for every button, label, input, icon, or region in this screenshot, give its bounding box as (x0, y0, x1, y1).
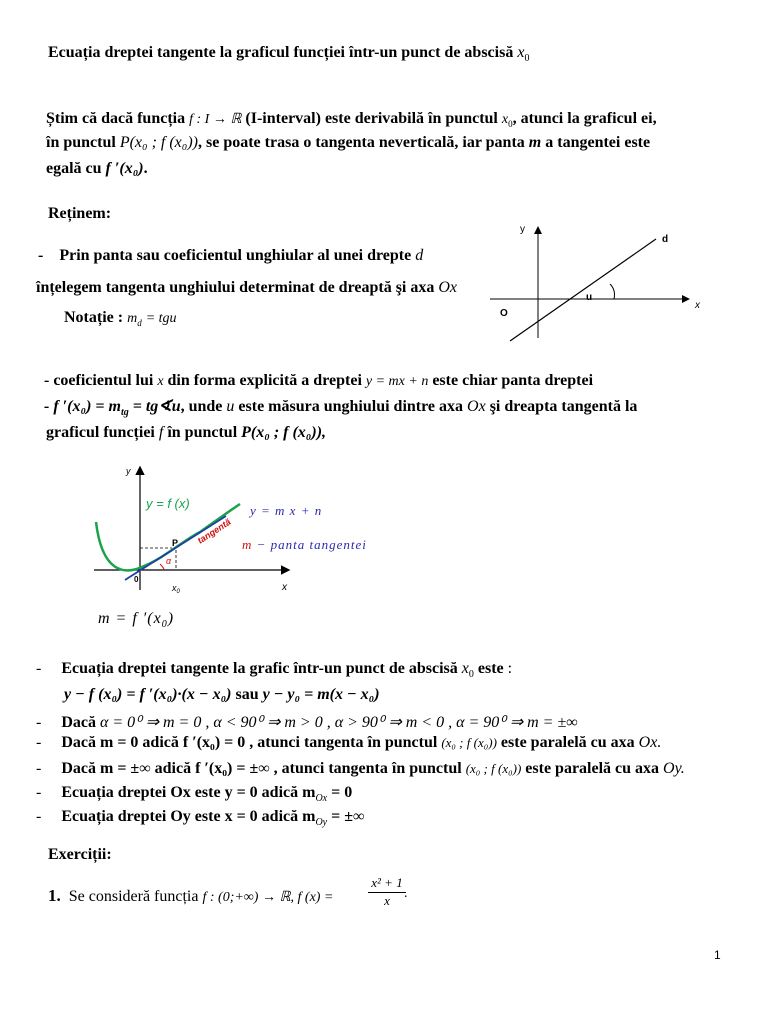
intro-line-3: egală cu f ′(x₀). (46, 160, 148, 177)
line-equation-label: y = m x + n (250, 503, 323, 518)
tangent-graph (88, 460, 408, 600)
slope-formula: m = f $'(x_0)$ (98, 610, 175, 631)
exercitii-heading: Exerciții: (48, 846, 112, 863)
slope-label: m − panta tangentei (242, 537, 367, 552)
coef-line-2: - f $'(x_0) = m_{tg}$ = tg∢u, unde u este măsura unghiului dintre axa Ox şi dreapta tangentă la (44, 398, 638, 419)
angle-arc (610, 284, 615, 299)
case-4: - Ecuația dreptei Ox este y = 0 adică $m_{Ox} = 0$ (36, 784, 353, 805)
curve-label: y = f (x) (146, 496, 190, 511)
fig1-u-label: u (586, 292, 593, 303)
alpha-label: α (166, 556, 172, 566)
coef-line-1: - coeficientul lui x din forma explicită a dreptei y = mx + n este chiar panta dreptei (44, 372, 594, 389)
origin-label: 0 (134, 575, 139, 584)
case-2: - Dacă m = 0 adică f ′(x₀) = 0 , atunci tangenta în punctul (x₀ ; f (x₀)) este paralelă cu axa Ox. (36, 734, 662, 751)
fig1-o-label: O (500, 308, 508, 319)
exercise-1: 1. Se consideră funcția f : (0;+∞) → ℝ, f (x) = (48, 886, 334, 905)
fraction-dot: . (404, 886, 408, 901)
fig1-y-label: y (520, 224, 525, 235)
coef-line-3: graficul funcției f în punctul P(x₀ ; f (x₀)), (46, 424, 327, 441)
tangent-eq-formula: y − f (x₀) = f ′(x₀)·(x − x₀) sau y − y₀ = m(x − x₀) (64, 686, 380, 703)
page-number: 1 (714, 948, 721, 962)
line-d (510, 239, 656, 341)
retinem-line-2: înțelegem tangenta unghiului determinat de dreaptă şi axa Ox (36, 279, 458, 296)
notatie: Notație : $m_d$ = tgu (64, 309, 177, 329)
case-3: - Dacă m = ±∞ adică f ′(x₀) = ±∞ , atunci tangenta în punctul (x₀ ; f (x₀)) este paralelă cu axa Oy. (36, 760, 685, 777)
case-1: - Dacă α = 0⁰ ⇒ m = 0 , α < 90⁰ ⇒ m > 0 , α > 90⁰ ⇒ m < 0 , α = 90⁰ ⇒ m = ±∞ (36, 714, 578, 731)
tangent-eq-heading: - Ecuația dreptei tangente la grafic într-un punct de abscisă $x_0$ este : (36, 660, 513, 681)
page-title: Ecuația dreptei tangente la graficul funcției într-un punct de abscisă $x_0$ (48, 44, 530, 65)
fraction-numerator: x² + 1 (368, 875, 406, 893)
slope-angle-diagram (490, 220, 710, 350)
fraction-denominator: x (384, 893, 390, 908)
fig2-x-label: x (282, 582, 287, 593)
case-5: - Ecuația dreptei Oy este x = 0 adică $m_{Oy}$ = ±∞ (36, 808, 365, 829)
intro-line-2: în punctul P(x₀ ; f (x₀)), se poate trasa o tangenta neverticală, iar panta m a tangentei este (46, 134, 651, 151)
fig1-x-label: x (695, 300, 700, 311)
p-label: P (172, 538, 179, 548)
retinem-line-1: - Prin panta sau coeficientul unghiular al unei drepte d (38, 247, 424, 264)
tangent-label: tangentă (195, 516, 233, 546)
fraction (368, 875, 406, 909)
x0-label: $x_0$ (172, 583, 180, 595)
retinem-heading: Reținem: (48, 205, 112, 222)
intro-line-1: Știm că dacă funcția f : I → ℝ (I-interval) este derivabilă în punctul $x_0$, atunci la graficul ei, (46, 110, 657, 130)
alpha-arc (160, 564, 164, 570)
fig1-d-label: d (662, 234, 669, 245)
fig2-y-label: y (126, 466, 131, 476)
